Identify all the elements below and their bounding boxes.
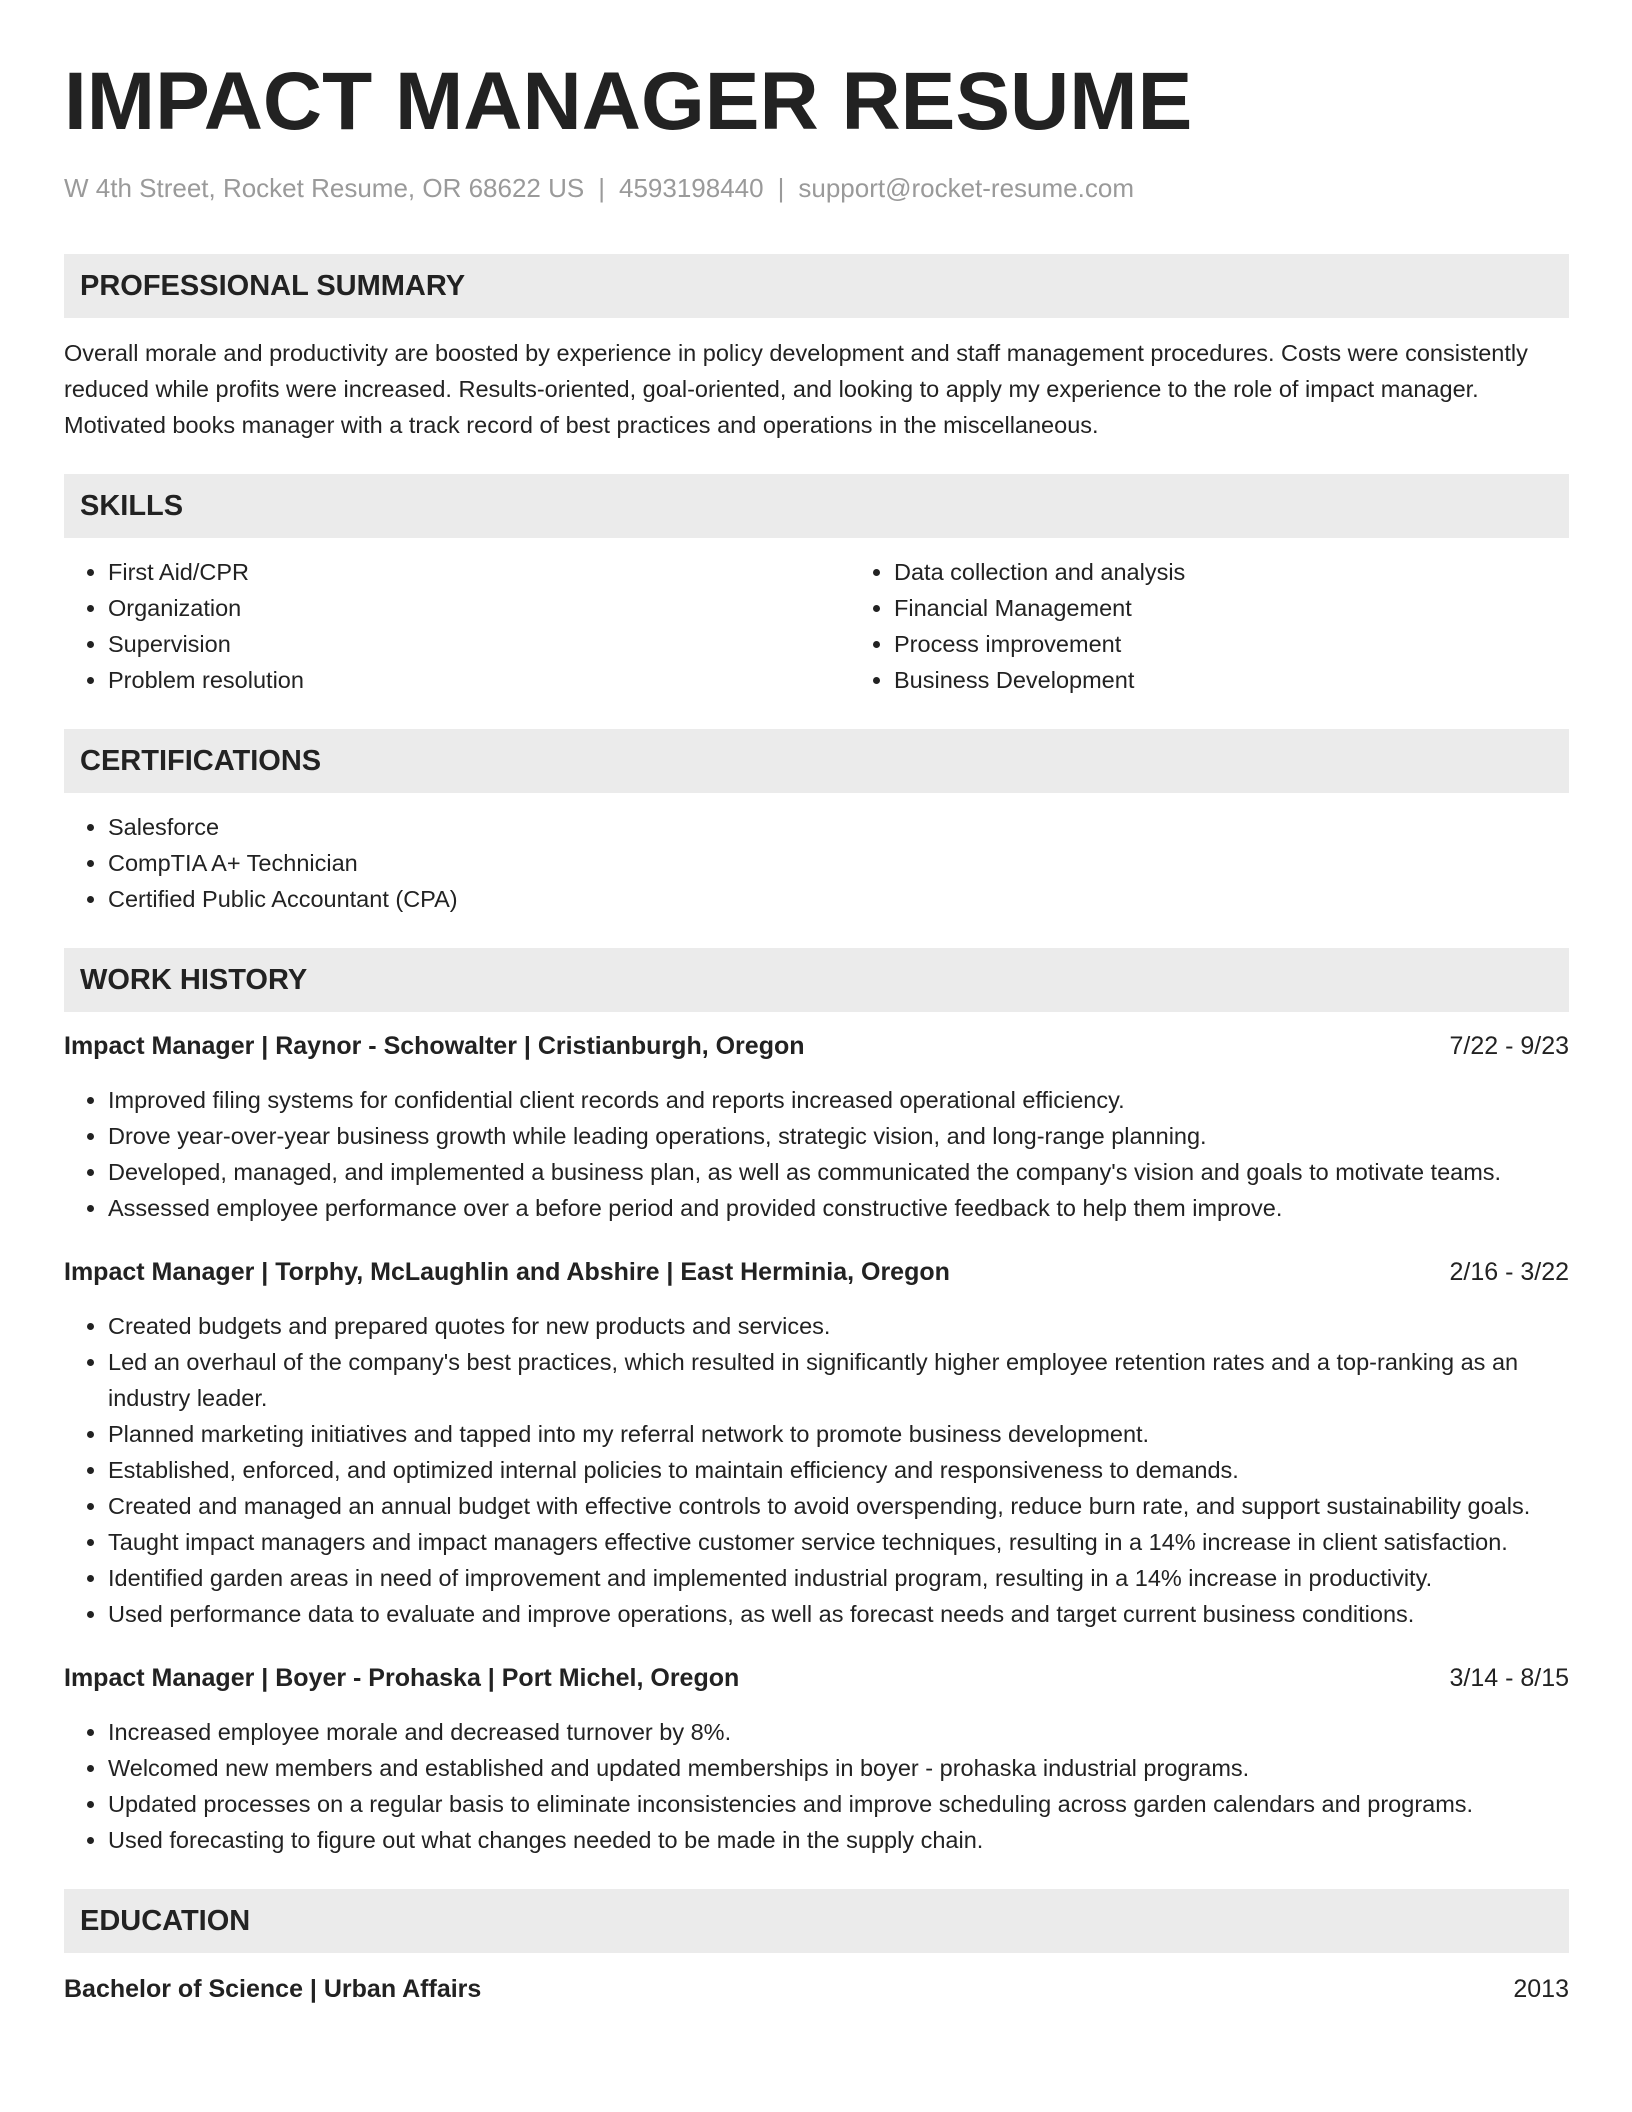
job-bullet: • Led an overhaul of the company's best practices, which resulted in significantly higher employee retention rates and a top-ranking as an industry leader.: [108, 1344, 1569, 1416]
job-bullet: • Established, enforced, and optimized internal policies to maintain efficiency and responsiveness to demands.: [108, 1452, 1569, 1488]
job-bullet: • Used performance data to evaluate and improve operations, as well as forecast needs and target current business conditions.: [108, 1596, 1569, 1632]
summary-text: Overall morale and productivity are boosted by experience in policy development and staff management procedures. Costs were consistently reduced while profits were increased. Results-oriented, goal-oriented, and looking to apply my experience to the role of impact manager. Motivated books manager with a track record of best practices and operations in the miscellaneous.: [64, 340, 1528, 438]
job-title: Impact Manager | Boyer - Prohaska | Port Michel, Oregon: [64, 1664, 740, 1692]
skill-item: • Organization: [108, 590, 850, 626]
skill-item: • Business Development: [894, 662, 1632, 698]
job-title: Impact Manager | Raynor - Schowalter | Cristianburgh, Oregon: [64, 1032, 805, 1060]
job-bullet: • Created budgets and prepared quotes for new products and services.: [108, 1308, 1569, 1344]
contact-separator: |: [598, 173, 605, 203]
job-bullet: • Welcomed new members and established and updated memberships in boyer - prohaska industrial programs.: [108, 1750, 1569, 1786]
skill-item: • Problem resolution: [108, 662, 850, 698]
contact-phone: 4593198440: [618, 173, 764, 203]
job-bullets: [64, 1308, 1569, 1632]
job-header: [64, 1028, 1569, 1064]
section-heading-certifications: CERTIFICATIONS: [64, 729, 1569, 793]
job-bullet: • Planned marketing initiatives and tapped into my referral network to promote business development.: [108, 1416, 1569, 1452]
skill-item: • Data collection and analysis: [894, 554, 1632, 590]
job-bullet: • Improved filing systems for confidential client records and reports increased operational efficiency.: [108, 1082, 1569, 1118]
job-entry: [64, 1028, 1569, 1226]
section-heading-skills: SKILLS: [64, 474, 1569, 538]
job-header: [64, 1660, 1569, 1696]
job-entry: [64, 1254, 1569, 1632]
job-bullet: • Updated processes on a regular basis to eliminate inconsistencies and improve scheduling across garden calendars and programs.: [108, 1786, 1569, 1822]
resume-page: [64, 56, 1569, 2007]
job-bullet: • Created and managed an annual budget with effective controls to avoid overspending, reduce burn rate, and support sustainability goals.: [108, 1488, 1569, 1524]
skill-item: • Process improvement: [894, 626, 1632, 662]
contact-address: W 4th Street, Rocket Resume, OR 68622 US: [64, 173, 585, 203]
skills-columns: [64, 554, 1569, 698]
job-bullet: • Used forecasting to figure out what changes needed to be made in the supply chain.: [108, 1822, 1569, 1858]
job-bullet: • Taught impact managers and impact managers effective customer service techniques, resulting in a 14% increase in client satisfaction.: [108, 1524, 1569, 1560]
job-bullets: [64, 1714, 1569, 1858]
job-bullet: • Drove year-over-year business growth while leading operations, strategic vision, and long-range planning.: [108, 1118, 1569, 1154]
job-dates: 3/14 - 8/15: [1449, 1664, 1569, 1692]
job-entry: [64, 1660, 1569, 1858]
certification-item: • Salesforce: [108, 809, 1569, 845]
contact-line: [64, 172, 1569, 204]
skills-list-left: [64, 554, 850, 698]
contact-email: support@rocket-resume.com: [798, 173, 1134, 203]
job-title: Impact Manager | Torphy, McLaughlin and Abshire | East Herminia, Oregon: [64, 1258, 950, 1286]
contact-separator: |: [777, 173, 785, 203]
job-bullet: • Developed, managed, and implemented a business plan, as well as communicated the company's vision and goals to motivate teams.: [108, 1154, 1569, 1190]
resume-title: IMPACT MANAGER RESUME: [64, 56, 1193, 147]
skill-item: • Financial Management: [894, 590, 1632, 626]
job-bullet: • Assessed employee performance over a before period and provided constructive feedback to help them improve.: [108, 1190, 1569, 1226]
skill-item: • First Aid/CPR: [108, 554, 850, 590]
certifications-list: [64, 809, 1569, 917]
section-heading-education: EDUCATION: [64, 1889, 1569, 1953]
section-heading-work-history: WORK HISTORY: [64, 948, 1569, 1012]
job-bullet: • Identified garden areas in need of improvement and implemented industrial program, resulting in a 14% increase in productivity.: [108, 1560, 1569, 1596]
section-heading-summary: PROFESSIONAL SUMMARY: [64, 254, 1569, 318]
job-header: [64, 1254, 1569, 1290]
job-dates: 7/22 - 9/23: [1449, 1032, 1569, 1060]
education-degree: Bachelor of Science | Urban Affairs: [64, 1975, 482, 2003]
skill-item: • Supervision: [108, 626, 850, 662]
certification-item: • Certified Public Accountant (CPA): [108, 881, 1569, 917]
job-bullet: • Increased employee morale and decreased turnover by 8%.: [108, 1714, 1569, 1750]
skills-list-right: [850, 554, 1632, 698]
education-year: 2013: [1513, 1975, 1569, 2003]
job-dates: 2/16 - 3/22: [1449, 1258, 1569, 1286]
education-entry: [64, 1971, 1569, 2007]
certification-item: • CompTIA A+ Technician: [108, 845, 1569, 881]
job-bullets: [64, 1082, 1569, 1226]
